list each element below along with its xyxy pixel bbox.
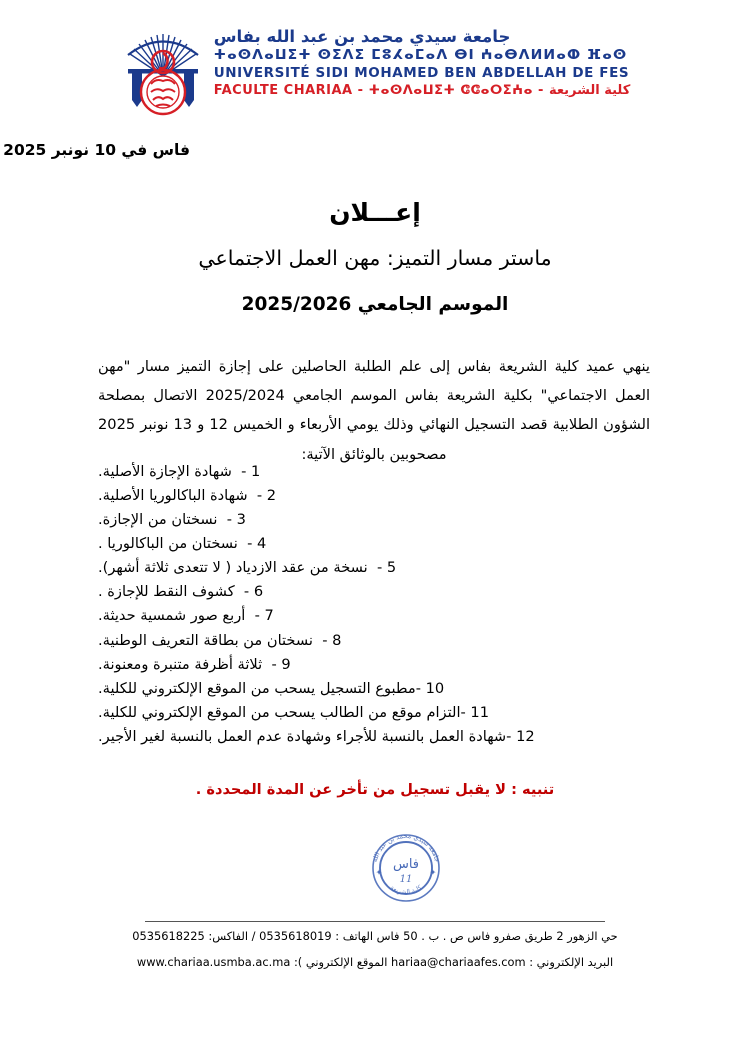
- svg-text:✦: ✦: [429, 868, 437, 877]
- list-item-number: 6: [253, 583, 264, 601]
- list-item-number: 3: [236, 511, 246, 529]
- list-item-number: 5: [386, 559, 397, 577]
- dateline: فاس في 10 نونبر 2025: [3, 141, 190, 159]
- page-title: إعـــلان: [329, 198, 421, 227]
- official-stamp-icon: [358, 818, 454, 914]
- list-item-number: 7: [264, 607, 274, 625]
- list-item-label: كشوف النقط للإجازة .: [98, 583, 235, 601]
- list-item: 5 - نسخة من عقد الازدياد ( لا تتعدى ثلاثة أشهر).: [98, 559, 397, 577]
- list-item: 10 -مطبوع التسجيل يسحب من الموقع الإلكتروني للكلية.: [98, 679, 445, 697]
- footer-address: حي الزهور 2 طريق صفرو فاس ص . ب . 50 فاس الهاتف : 0535618019 / الفاكس: 0535618225: [132, 929, 618, 943]
- list-item-label: مطبوع التسجيل يسحب من الموقع الإلكتروني للكلية.: [98, 679, 416, 697]
- list-item-number: 8: [332, 631, 342, 649]
- academic-year-title: الموسم الجامعي 2025/2026: [241, 294, 509, 315]
- list-item-label: أربع صور شمسية حديثة.: [98, 607, 246, 625]
- list-item: 6 - كشوف النقط للإجازة .: [98, 583, 264, 601]
- page-subtitle: ماستر مسار التميز: مهن العمل الاجتماعي: [198, 246, 552, 270]
- footer-contact: البريد الإلكتروني : hariaa@chariaafes.com الموقع الإلكتروني ): www.chariaa.usmba.ac.ma: [136, 955, 614, 969]
- university-name-french: UNIVERSITÉ SIDI MOHAMED BEN ABDELLAH DE FES: [213, 64, 630, 81]
- university-name-tifinagh: ⵜⴰⵙⴷⴰⵡⵉⵜ ⵙⵉⴷⵉ ⵎⵓⵃⴰⵎⴰⴷ ⴱⵏ ⵄⴰⴱⴷⵍⵍⴰⵀ ⴼⴰⵙ: [213, 46, 628, 63]
- svg-text:جامعة سيدي محمد بن عبد الله: جامعة سيدي محمد بن عبد الله: [370, 831, 442, 863]
- announcement-body: ينهي عميد كلية الشريعة بفاس إلى علم الطلبة الحاصلين على إجازة التميز مسار "مهن العمل الاجتماعي" بكلية الشريعة بفاس الموسم الجامعي 2025/2024 الاتصال بمصلحة الشؤون الطلابية قصد التسجيل النهائي وذلك يومي الأربعاء و الخميس 12 و 13 نونبر 2025 مصحوبين بالوثائق الآتية:: [98, 358, 651, 463]
- list-item-number: 1: [251, 463, 261, 480]
- list-item-label: نسخة من عقد الازدياد ( لا تتعدى ثلاثة أشهر).: [98, 559, 368, 577]
- letterhead: [0, 24, 750, 129]
- university-emblem-icon: [120, 24, 206, 122]
- list-item: 8 - نسختان من بطاقة التعريف الوطنية.: [98, 631, 342, 649]
- list-item: 12 -شهادة العمل بالنسبة للأجراء وشهادة عدم العمل بالنسبة لغير الأجير.: [98, 727, 535, 745]
- list-item-number: 10: [425, 679, 445, 697]
- list-item-number: 9: [281, 655, 291, 673]
- list-item-label: التزام موقع من الطالب يسحب من الموقع الإلكتروني للكلية.: [98, 703, 461, 721]
- svg-text:11: 11: [399, 874, 413, 885]
- list-item-number: 12: [516, 727, 535, 745]
- list-item-label: شهادة الإجازة الأصلية.: [98, 463, 232, 480]
- list-item-label: شهادة الباكالوريا الأصلية.: [98, 487, 248, 505]
- list-item: 9 - ثلاثة أظرفة متنبرة ومعنونة.: [98, 655, 291, 673]
- required-documents-list: [0, 460, 750, 749]
- list-item-number: 2: [266, 487, 277, 505]
- list-item: 1 - شهادة الإجازة الأصلية.: [98, 463, 261, 480]
- letterhead-text-block: [214, 24, 631, 98]
- list-item-number: 4: [257, 535, 267, 553]
- svg-text:✦: ✦: [375, 868, 383, 877]
- list-item: 4 - نسختان من الباكالوريا .: [98, 535, 267, 553]
- svg-text:كلية الشريعة: كلية الشريعة: [388, 883, 424, 897]
- list-item-label: نسختان من الإجازة.: [98, 511, 218, 529]
- list-item-label: نسختان من الباكالوريا .: [98, 535, 238, 553]
- warning-notice: تنبيه : لا يقبل تسجيل من تأخر عن المدة المحددة .: [195, 781, 555, 798]
- faculty-name-line: FACULTE CHARIAA - ⵜⴰⵙⴷⴰⵡⵉⵜ ⵛⵛⴰⵔⵉⵄⴰ - كلية الشريعة: [213, 82, 631, 98]
- list-item: 3 - نسختان من الإجازة.: [98, 511, 246, 529]
- footer-divider: [145, 921, 605, 922]
- university-name-arabic: جامعة سيدي محمد بن عبد الله بفاس: [213, 27, 511, 46]
- list-item-number: 11: [470, 703, 489, 721]
- list-item: 7 - أربع صور شمسية حديثة.: [98, 607, 274, 625]
- list-item: 2 - شهادة الباكالوريا الأصلية.: [98, 487, 277, 505]
- list-item-label: شهادة العمل بالنسبة للأجراء وشهادة عدم العمل بالنسبة لغير الأجير.: [98, 727, 507, 745]
- list-item-label: ثلاثة أظرفة متنبرة ومعنونة.: [98, 655, 263, 673]
- svg-text:فاس: فاس: [392, 857, 420, 872]
- list-item: 11 -التزام موقع من الطالب يسحب من الموقع الإلكتروني للكلية.: [98, 703, 489, 721]
- list-item-label: نسختان من بطاقة التعريف الوطنية.: [98, 631, 313, 649]
